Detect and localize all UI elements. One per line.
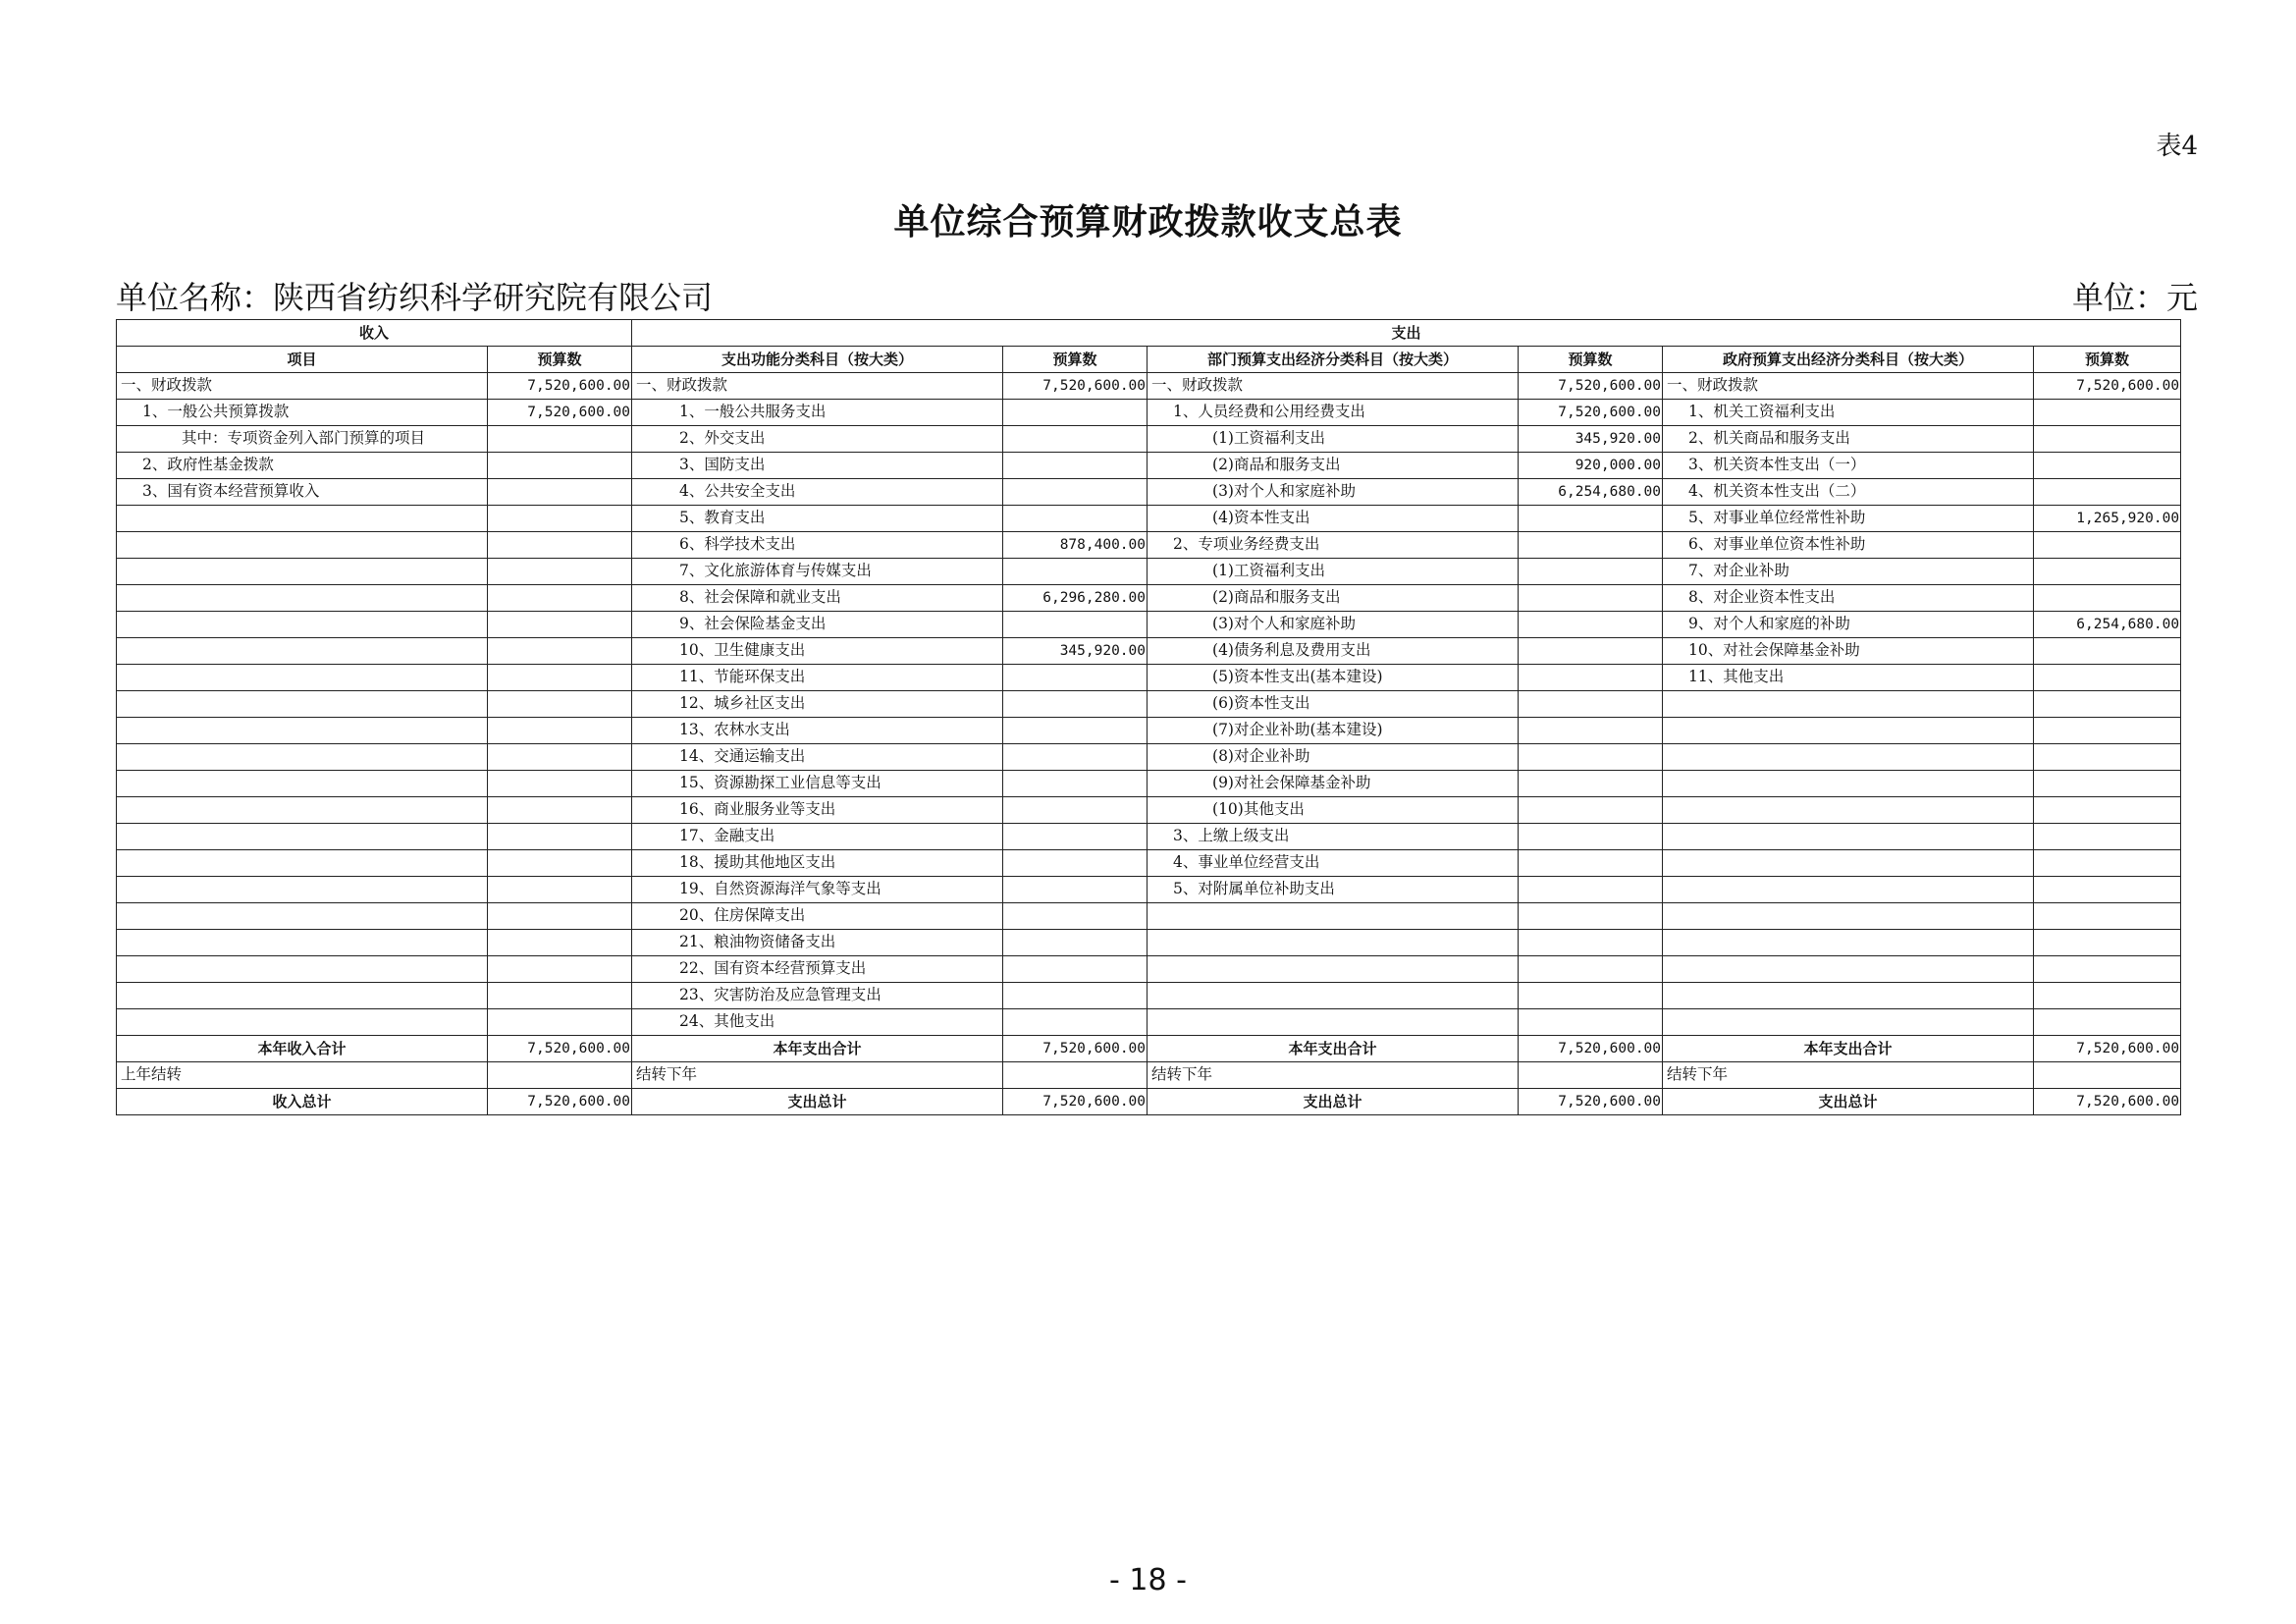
gov-item-cell xyxy=(1663,1009,2034,1036)
gov-value-cell xyxy=(2034,400,2181,426)
gov-value-cell xyxy=(2034,903,2181,930)
income-item-cell xyxy=(117,1009,488,1036)
function-value-cell xyxy=(1003,479,1148,506)
function-item-cell: 11、节能环保支出 xyxy=(632,665,1003,691)
col-header-budget: 预算数 xyxy=(2034,347,2181,373)
table-row xyxy=(117,665,2181,691)
income-value-cell xyxy=(488,559,632,585)
table-row xyxy=(117,585,2181,612)
function-value-cell xyxy=(1003,824,1148,850)
income-item-cell xyxy=(117,903,488,930)
gov-item-cell: 1、机关工资福利支出 xyxy=(1663,400,2034,426)
dept-value-cell xyxy=(1519,877,1663,903)
cell-value xyxy=(1003,1062,1148,1089)
table-row xyxy=(117,903,2181,930)
table-row xyxy=(117,453,2181,479)
income-item-cell xyxy=(117,638,488,665)
income-item-cell: 一、财政拨款 xyxy=(117,373,488,400)
cell-value: 7,520,600.00 xyxy=(1003,1036,1148,1062)
table-row xyxy=(117,956,2181,983)
function-value-cell xyxy=(1003,877,1148,903)
gov-value-cell xyxy=(2034,983,2181,1009)
dept-item-cell: (3)对个人和家庭补助 xyxy=(1148,479,1519,506)
table-row xyxy=(117,638,2181,665)
gov-item-cell xyxy=(1663,771,2034,797)
gov-value-cell xyxy=(2034,797,2181,824)
dept-item-cell: (3)对个人和家庭补助 xyxy=(1148,612,1519,638)
dept-item-cell xyxy=(1148,930,1519,956)
function-value-cell xyxy=(1003,956,1148,983)
dept-item-cell: (9)对社会保障基金补助 xyxy=(1148,771,1519,797)
dept-item-cell: 一、财政拨款 xyxy=(1148,373,1519,400)
dept-item-cell: (2)商品和服务支出 xyxy=(1148,453,1519,479)
cell-label: 支出总计 xyxy=(632,1089,1003,1115)
dept-value-cell xyxy=(1519,797,1663,824)
income-value-cell xyxy=(488,930,632,956)
cell-value xyxy=(488,1062,632,1089)
income-value-cell xyxy=(488,744,632,771)
table-row xyxy=(117,718,2181,744)
gov-item-cell: 2、机关商品和服务支出 xyxy=(1663,426,2034,453)
dept-value-cell xyxy=(1519,824,1663,850)
gov-item-cell xyxy=(1663,903,2034,930)
gov-value-cell xyxy=(2034,691,2181,718)
dept-item-cell: 5、对附属单位补助支出 xyxy=(1148,877,1519,903)
income-value-cell xyxy=(488,903,632,930)
col-header-budget: 预算数 xyxy=(1003,347,1148,373)
function-value-cell xyxy=(1003,718,1148,744)
table-row xyxy=(117,744,2181,771)
income-value-cell xyxy=(488,665,632,691)
income-item-cell: 2、政府性基金拨款 xyxy=(117,453,488,479)
function-item-cell: 2、外交支出 xyxy=(632,426,1003,453)
dept-item-cell: (10)其他支出 xyxy=(1148,797,1519,824)
table-row xyxy=(117,877,2181,903)
dept-item-cell: (4)债务利息及费用支出 xyxy=(1148,638,1519,665)
expense-group-header: 支出 xyxy=(632,320,2181,347)
col-header-budget: 预算数 xyxy=(488,347,632,373)
group-header-row xyxy=(117,320,2181,347)
cell-label: 本年支出合计 xyxy=(1663,1036,2034,1062)
gov-value-cell xyxy=(2034,638,2181,665)
income-value-cell xyxy=(488,426,632,453)
unit-name: 单位名称：陕西省纺织科学研究院有限公司 xyxy=(116,279,714,316)
income-item-cell xyxy=(117,956,488,983)
dept-item-cell xyxy=(1148,983,1519,1009)
dept-value-cell xyxy=(1519,691,1663,718)
gov-value-cell xyxy=(2034,453,2181,479)
dept-item-cell xyxy=(1148,903,1519,930)
year-total-row xyxy=(117,1036,2181,1062)
gov-value-cell: 6,254,680.00 xyxy=(2034,612,2181,638)
dept-value-cell: 7,520,600.00 xyxy=(1519,373,1663,400)
gov-item-cell xyxy=(1663,718,2034,744)
income-item-cell xyxy=(117,559,488,585)
income-item-cell: 其中：专项资金列入部门预算的项目 xyxy=(117,426,488,453)
function-item-cell: 13、农林水支出 xyxy=(632,718,1003,744)
dept-item-cell: (5)资本性支出(基本建设) xyxy=(1148,665,1519,691)
dept-value-cell xyxy=(1519,559,1663,585)
table-row xyxy=(117,824,2181,850)
cell-value: 7,520,600.00 xyxy=(2034,1036,2181,1062)
income-item-cell xyxy=(117,930,488,956)
income-item-cell xyxy=(117,877,488,903)
income-value-cell xyxy=(488,638,632,665)
gov-value-cell xyxy=(2034,771,2181,797)
income-value-cell xyxy=(488,771,632,797)
gov-item-cell: 10、对社会保障基金补助 xyxy=(1663,638,2034,665)
col-header-gov-economic: 政府预算支出经济分类科目（按大类） xyxy=(1663,347,2034,373)
cell-label: 本年收入合计 xyxy=(117,1036,488,1062)
function-item-cell: 12、城乡社区支出 xyxy=(632,691,1003,718)
function-value-cell xyxy=(1003,903,1148,930)
function-value-cell xyxy=(1003,1009,1148,1036)
function-item-cell: 4、公共安全支出 xyxy=(632,479,1003,506)
dept-item-cell: (8)对企业补助 xyxy=(1148,744,1519,771)
table-row xyxy=(117,532,2181,559)
gov-value-cell xyxy=(2034,532,2181,559)
function-value-cell xyxy=(1003,797,1148,824)
cell-label: 本年支出合计 xyxy=(632,1036,1003,1062)
function-value-cell xyxy=(1003,612,1148,638)
cell-label: 结转下年 xyxy=(1663,1062,2034,1089)
income-item-cell: 1、一般公共预算拨款 xyxy=(117,400,488,426)
income-value-cell xyxy=(488,824,632,850)
income-item-cell xyxy=(117,585,488,612)
table-row xyxy=(117,479,2181,506)
gov-item-cell: 7、对企业补助 xyxy=(1663,559,2034,585)
table-row xyxy=(117,850,2181,877)
gov-item-cell: 8、对企业资本性支出 xyxy=(1663,585,2034,612)
gov-item-cell xyxy=(1663,850,2034,877)
function-item-cell: 22、国有资本经营预算支出 xyxy=(632,956,1003,983)
function-item-cell: 一、财政拨款 xyxy=(632,373,1003,400)
function-item-cell: 17、金融支出 xyxy=(632,824,1003,850)
function-value-cell xyxy=(1003,426,1148,453)
cell-value: 7,520,600.00 xyxy=(1519,1036,1663,1062)
table-row xyxy=(117,426,2181,453)
income-item-cell xyxy=(117,612,488,638)
dept-value-cell: 7,520,600.00 xyxy=(1519,400,1663,426)
gov-value-cell xyxy=(2034,930,2181,956)
gov-value-cell xyxy=(2034,744,2181,771)
function-value-cell xyxy=(1003,850,1148,877)
function-value-cell xyxy=(1003,559,1148,585)
cell-label: 支出总计 xyxy=(1148,1089,1519,1115)
cell-label: 收入总计 xyxy=(117,1089,488,1115)
income-item-cell xyxy=(117,691,488,718)
income-value-cell xyxy=(488,532,632,559)
cell-label: 上年结转 xyxy=(117,1062,488,1089)
dept-item-cell: (7)对企业补助(基本建设) xyxy=(1148,718,1519,744)
table-row xyxy=(117,983,2181,1009)
gov-value-cell xyxy=(2034,1009,2181,1036)
dept-value-cell: 345,920.00 xyxy=(1519,426,1663,453)
cell-value xyxy=(1519,1062,1663,1089)
function-item-cell: 15、资源勘探工业信息等支出 xyxy=(632,771,1003,797)
table-row xyxy=(117,797,2181,824)
income-item-cell xyxy=(117,744,488,771)
gov-item-cell: 一、财政拨款 xyxy=(1663,373,2034,400)
income-value-cell xyxy=(488,877,632,903)
cell-label: 结转下年 xyxy=(632,1062,1003,1089)
function-item-cell: 7、文化旅游体育与传媒支出 xyxy=(632,559,1003,585)
function-item-cell: 9、社会保险基金支出 xyxy=(632,612,1003,638)
col-header-dept-economic: 部门预算支出经济分类科目（按大类） xyxy=(1148,347,1519,373)
income-value-cell xyxy=(488,718,632,744)
gov-item-cell: 4、机关资本性支出（二） xyxy=(1663,479,2034,506)
gov-item-cell: 3、机关资本性支出（一） xyxy=(1663,453,2034,479)
cell-label: 支出总计 xyxy=(1663,1089,2034,1115)
income-value-cell xyxy=(488,506,632,532)
function-value-cell: 878,400.00 xyxy=(1003,532,1148,559)
dept-value-cell xyxy=(1519,744,1663,771)
income-item-cell xyxy=(117,718,488,744)
dept-value-cell xyxy=(1519,771,1663,797)
table-row xyxy=(117,691,2181,718)
gov-value-cell xyxy=(2034,956,2181,983)
income-group-header: 收入 xyxy=(117,320,632,347)
dept-value-cell xyxy=(1519,665,1663,691)
gov-item-cell: 5、对事业单位经常性补助 xyxy=(1663,506,2034,532)
function-value-cell xyxy=(1003,453,1148,479)
dept-item-cell: 2、专项业务经费支出 xyxy=(1148,532,1519,559)
income-value-cell: 7,520,600.00 xyxy=(488,373,632,400)
table-row xyxy=(117,400,2181,426)
function-value-cell: 7,520,600.00 xyxy=(1003,373,1148,400)
income-item-cell xyxy=(117,665,488,691)
function-value-cell xyxy=(1003,400,1148,426)
budget-table xyxy=(116,319,2181,1115)
function-item-cell: 1、一般公共服务支出 xyxy=(632,400,1003,426)
dept-item-cell: (2)商品和服务支出 xyxy=(1148,585,1519,612)
income-value-cell xyxy=(488,956,632,983)
gov-item-cell: 9、对个人和家庭的补助 xyxy=(1663,612,2034,638)
grand-total-row xyxy=(117,1089,2181,1115)
function-item-cell: 10、卫生健康支出 xyxy=(632,638,1003,665)
gov-value-cell xyxy=(2034,718,2181,744)
currency-unit: 单位：元 xyxy=(2071,279,2198,316)
dept-value-cell xyxy=(1519,718,1663,744)
function-value-cell xyxy=(1003,930,1148,956)
gov-item-cell xyxy=(1663,797,2034,824)
dept-item-cell xyxy=(1148,956,1519,983)
dept-value-cell xyxy=(1519,850,1663,877)
table-number: 表4 xyxy=(2156,132,2198,161)
function-item-cell: 20、住房保障支出 xyxy=(632,903,1003,930)
dept-value-cell xyxy=(1519,638,1663,665)
table-row xyxy=(117,771,2181,797)
income-value-cell xyxy=(488,1009,632,1036)
dept-item-cell: 4、事业单位经营支出 xyxy=(1148,850,1519,877)
function-item-cell: 19、自然资源海洋气象等支出 xyxy=(632,877,1003,903)
income-value-cell xyxy=(488,850,632,877)
gov-value-cell xyxy=(2034,665,2181,691)
gov-item-cell xyxy=(1663,930,2034,956)
income-value-cell xyxy=(488,691,632,718)
column-header-row xyxy=(117,347,2181,373)
function-item-cell: 6、科学技术支出 xyxy=(632,532,1003,559)
dept-value-cell: 920,000.00 xyxy=(1519,453,1663,479)
dept-value-cell xyxy=(1519,983,1663,1009)
gov-item-cell xyxy=(1663,956,2034,983)
carry-over-row xyxy=(117,1062,2181,1089)
table-row xyxy=(117,930,2181,956)
table-row xyxy=(117,559,2181,585)
function-value-cell xyxy=(1003,744,1148,771)
function-item-cell: 24、其他支出 xyxy=(632,1009,1003,1036)
gov-value-cell xyxy=(2034,877,2181,903)
dept-item-cell: (1)工资福利支出 xyxy=(1148,559,1519,585)
cell-value: 7,520,600.00 xyxy=(1519,1089,1663,1115)
gov-value-cell xyxy=(2034,426,2181,453)
gov-item-cell xyxy=(1663,824,2034,850)
function-item-cell: 8、社会保障和就业支出 xyxy=(632,585,1003,612)
col-header-project: 项目 xyxy=(117,347,488,373)
gov-item-cell: 11、其他支出 xyxy=(1663,665,2034,691)
page-title: 单位综合预算财政拨款收支总表 xyxy=(893,202,1403,243)
gov-item-cell xyxy=(1663,877,2034,903)
dept-item-cell: 3、上缴上级支出 xyxy=(1148,824,1519,850)
gov-item-cell xyxy=(1663,983,2034,1009)
dept-value-cell: 6,254,680.00 xyxy=(1519,479,1663,506)
gov-value-cell: 7,520,600.00 xyxy=(2034,373,2181,400)
dept-value-cell xyxy=(1519,903,1663,930)
gov-item-cell xyxy=(1663,691,2034,718)
gov-item-cell xyxy=(1663,744,2034,771)
function-value-cell xyxy=(1003,665,1148,691)
income-value-cell xyxy=(488,453,632,479)
income-item-cell xyxy=(117,771,488,797)
income-value-cell xyxy=(488,797,632,824)
dept-item-cell: 1、人员经费和公用经费支出 xyxy=(1148,400,1519,426)
function-item-cell: 5、教育支出 xyxy=(632,506,1003,532)
dept-value-cell xyxy=(1519,532,1663,559)
function-value-cell xyxy=(1003,983,1148,1009)
table-row xyxy=(117,506,2181,532)
cell-value: 7,520,600.00 xyxy=(488,1036,632,1062)
dept-item-cell: (1)工资福利支出 xyxy=(1148,426,1519,453)
gov-value-cell xyxy=(2034,850,2181,877)
cell-value: 7,520,600.00 xyxy=(1003,1089,1148,1115)
cell-value: 7,520,600.00 xyxy=(488,1089,632,1115)
function-item-cell: 16、商业服务业等支出 xyxy=(632,797,1003,824)
dept-value-cell xyxy=(1519,612,1663,638)
income-value-cell xyxy=(488,612,632,638)
gov-item-cell: 6、对事业单位资本性补助 xyxy=(1663,532,2034,559)
function-item-cell: 21、粮油物资储备支出 xyxy=(632,930,1003,956)
income-item-cell xyxy=(117,532,488,559)
table-row xyxy=(117,612,2181,638)
dept-value-cell xyxy=(1519,506,1663,532)
function-value-cell: 345,920.00 xyxy=(1003,638,1148,665)
function-item-cell: 3、国防支出 xyxy=(632,453,1003,479)
cell-label: 本年支出合计 xyxy=(1148,1036,1519,1062)
income-value-cell: 7,520,600.00 xyxy=(488,400,632,426)
table-row xyxy=(117,373,2181,400)
income-value-cell xyxy=(488,983,632,1009)
income-value-cell xyxy=(488,585,632,612)
income-item-cell: 3、国有资本经营预算收入 xyxy=(117,479,488,506)
dept-value-cell xyxy=(1519,930,1663,956)
income-item-cell xyxy=(117,850,488,877)
cell-value: 7,520,600.00 xyxy=(2034,1089,2181,1115)
function-value-cell: 6,296,280.00 xyxy=(1003,585,1148,612)
cell-value xyxy=(2034,1062,2181,1089)
income-value-cell xyxy=(488,479,632,506)
function-value-cell xyxy=(1003,771,1148,797)
cell-label: 结转下年 xyxy=(1148,1062,1519,1089)
table-row xyxy=(117,1009,2181,1036)
function-item-cell: 18、援助其他地区支出 xyxy=(632,850,1003,877)
col-header-function: 支出功能分类科目（按大类） xyxy=(632,347,1003,373)
income-item-cell xyxy=(117,797,488,824)
dept-value-cell xyxy=(1519,956,1663,983)
income-item-cell xyxy=(117,506,488,532)
gov-value-cell xyxy=(2034,585,2181,612)
gov-value-cell: 1,265,920.00 xyxy=(2034,506,2181,532)
gov-value-cell xyxy=(2034,479,2181,506)
page-number: - 18 - xyxy=(1109,1563,1187,1597)
dept-value-cell xyxy=(1519,585,1663,612)
income-item-cell xyxy=(117,983,488,1009)
dept-value-cell xyxy=(1519,1009,1663,1036)
dept-item-cell: (4)资本性支出 xyxy=(1148,506,1519,532)
function-item-cell: 23、灾害防治及应急管理支出 xyxy=(632,983,1003,1009)
col-header-budget: 预算数 xyxy=(1519,347,1663,373)
gov-value-cell xyxy=(2034,559,2181,585)
function-value-cell xyxy=(1003,691,1148,718)
gov-value-cell xyxy=(2034,824,2181,850)
dept-item-cell xyxy=(1148,1009,1519,1036)
income-item-cell xyxy=(117,824,488,850)
function-value-cell xyxy=(1003,506,1148,532)
function-item-cell: 14、交通运输支出 xyxy=(632,744,1003,771)
dept-item-cell: (6)资本性支出 xyxy=(1148,691,1519,718)
